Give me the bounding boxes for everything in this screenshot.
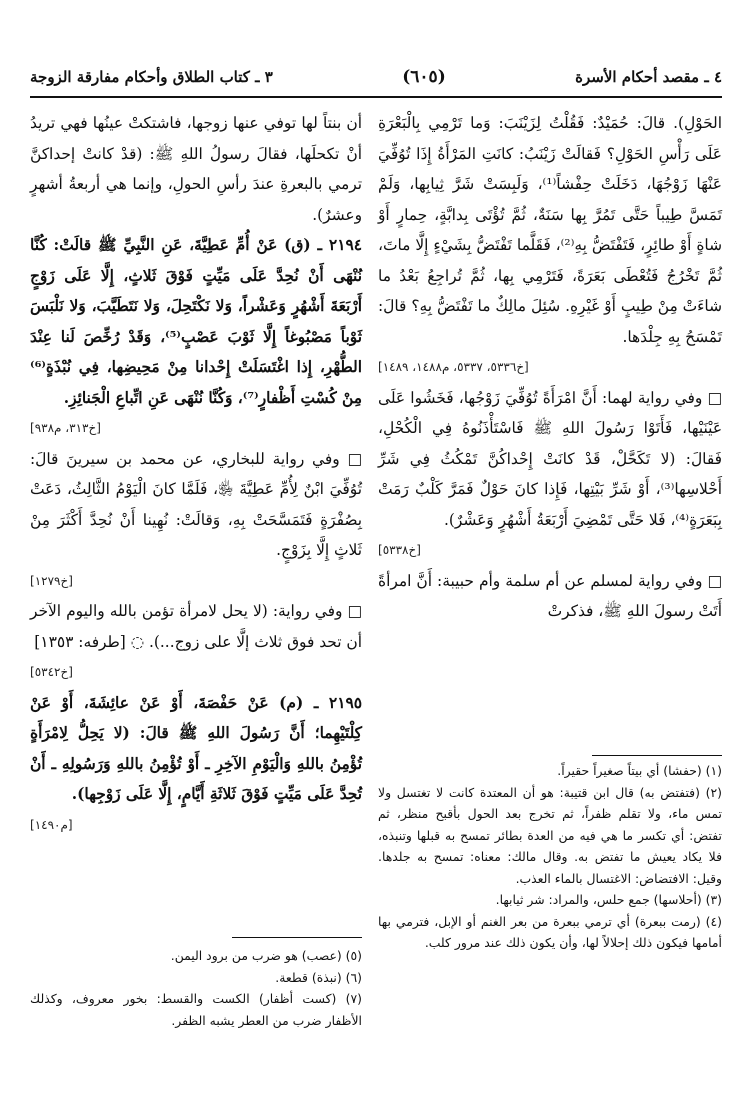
footnotes-right: [378, 760, 722, 954]
footnote-7: (٧) (كست أظفار) الكست والقسط: بخور معروف، وكذلك الأظفار ضرب من العطر يشبه الظفر.: [30, 991, 362, 1028]
footnote-4: (٤) (رمت ببعرة) أي ترمي ببعرة من بعر الغنم أو الإبل، فترمي بها أمامها فيكون ذلك إحلالاً لها، وأن يكون ذلك عند مرور كلب.: [378, 913, 722, 950]
hadith-text: الحَوْلِ). قالَ: حُمَيْدٌ: فَقُلْتُ لِزَيْنَبَ: وَما تَرْمِي بِالْبَعْرَةِ عَلَى رَأْسِ الحَوْلِ؟ فَقالَتْ زَيْنَبُ: كانَتِ المَرْأَةُ إِذَا تُوُفِّيَ عَنْهَا زَوْجُهَا، دَخَلَتْ حِفْشاً⁽¹⁾، وَلَبِسَتْ شَرَّ ثِيابِها، وَلَمْ تَمَسَّ طِيباً حَتَّى تَمُرَّ بِها سَنَةٌ، ثُمَّ تُؤْتَى بِدابَّةٍ، حِمارٍ أَوْ شاةٍ أَوْ طائِرٍ، فَتَفْتَضُّ بِهِ⁽²⁾، فَقَلَّما تَفْتَضُّ بِشَيْءٍ إِلَّا ماتَ، ثُمَّ تَخْرُجُ فَتُعْطَى بَعَرَةً، فَتَرْمِي بِها، ثُمَّ تُراجِعُ بَعْدُ ما شاءَتْ مِنْ طِيبٍ أَوْ غَيْرِهِ. سُئِلَ مالِكٌ ما تَفْتَضُّ بِهِ؟ قالَ: تَمْسَحُ بِهِ جِلْدَها.: [378, 114, 723, 346]
hadith-reference: [خ١٢٧٩]: [30, 573, 73, 588]
hadith-reference: [خ٥٣٤٢]: [30, 665, 73, 679]
right-column: [378, 108, 722, 627]
hadith-reference: [خ٥٣٣٦، ٥٣٣٧، م١٤٨٨، ١٤٨٩]: [378, 360, 529, 374]
header-rule: [30, 96, 722, 98]
footnotes-left: [30, 945, 362, 1031]
narration-text: □ وفي رواية لهما: أَنَّ امْرَأَةً تُوُفِّيَ زَوْجُها، فَخَشُوا عَلَى عَيْنَيْها، فَأَتَوْا رَسُولَ اللهِ ﷺ فَاسْتَأْذَنُوهُ فِي الْكُحْلِ، فَقالَ: (لا تَكَحَّلْ، قَدْ كانَتْ إِحْداكُنَّ تَمْكُثُ فِي شَرِّ أَحْلاسِها⁽³⁾، أَوْ شَرِّ بَيْتِها، فَإِذا كانَ حَوْلٌ فَمَرَّ كَلْبٌ رَمَتْ بِبَعَرَةٍ⁽⁴⁾، فَلا حَتَّى تَمْضِيَ أَرْبَعَةُ أَشْهُرٍ وَعَشْرٌ).: [378, 388, 722, 529]
footnote-3: (٣) (أحلاسها) جمع حلس، والمراد: شر ثيابها.: [495, 892, 722, 907]
hadith-reference: [خ٥٣٣٨]: [378, 543, 421, 557]
footnote-2: (٢) (فتفتض به) قال ابن قتيبة: هو أن المعتدة كانت لا تغتسل ولا تمس ماء، ولا تقلم ظفراً، ثم تخرج بعد الحول بأقبح منظر، ثم تفتض: أي تكسر ما هي فيه من العدة بطائر تمسح به قبلها وتنبذه، فلا يكاد يعيش ما تفتض به. وقال مالك: معناه: تمسح به جلدها. وقيل: الافتضاض: الاغتسال بالماء العذب.: [378, 784, 722, 886]
narration-text: أن بنتاً لها توفي عنها زوجها، فاشتكتْ عينُها فهي تريدُ أنْ تكحلَها، فقالَ رسولُ اللهِ ﷺ: (قدْ كانتْ إحداكنَّ ترمي بالبعرةِ عندَ رأسِ الحولِ، وإنما هي أربعةُ أشهرٍ وعشرٌ).: [30, 114, 362, 224]
page-header: [30, 62, 722, 92]
footnote-5: (٥) (عصب) هو ضرب من برود اليمن.: [170, 948, 362, 963]
footnote-separator: [232, 937, 362, 938]
footnote-separator: [592, 755, 722, 756]
footnote-1: (١) (حفشا) أي بيتاً صغيراً حقيراً.: [557, 763, 722, 778]
hadith-reference: [م١٤٩٠]: [30, 817, 73, 832]
hadith-2195: ٢١٩٥ ـ (م) عَنْ حَفْصَةَ، أَوْ عَنْ عائِشَةَ، أَوْ عَنْ كِلْتَيْهِما؛ أَنَّ رَسُولَ اللهِ ﷺ قالَ: (لا يَحِلُّ لِامْرَأَةٍ تُؤْمِنُ باللهِ وَالْيَوْمِ الآخِرِ ـ أَوْ تُؤْمِنُ باللهِ وَرَسُولِهِ ـ أَنْ تُحِدَّ عَلَى مَيِّتٍ فَوْقَ ثَلاثَةِ أَيَّامٍ، إِلَّا عَلَى زَوْجِها).: [30, 693, 362, 803]
narration-text: □ وفي رواية: (لا يحل لامرأة تؤمن بالله واليوم الآخر أن تحد فوق ثلاث إلَّا على زوج...). ◌ [طرفه: ١٣٥٣]: [30, 602, 362, 651]
narration-text: □ وفي رواية للبخاري، عن محمد بن سيرينَ قالَ: تُوُفِّيَ ابْنٌ لِأُمِّ عَطِيَّةَ ﵂، فَلَمَّا كانَ الْيَوْمُ الثَّالِثُ، دَعَتْ بِصُفْرَةٍ فَتَمَسَّحَتْ بِهِ، وَقالَتْ: نُهِينا أَنْ نُحِدَّ أَكْثَرَ مِنْ ثَلاثٍ إِلَّا بِزَوْجٍ.: [30, 449, 362, 559]
hadith-2194: ٢١٩٤ ـ (ق) عَنْ أُمِّ عَطِيَّةَ، عَنِ النَّبِيِّ ﷺ قالَتْ: كُنَّا نُنْهَى أَنْ نُحِدَّ عَلَى مَيِّتٍ فَوْقَ ثَلاثٍ، إِلَّا عَلَى زَوْجٍ أَرْبَعَةَ أَشْهُرٍ وَعَشْراً، وَلا نَكْتَحِلَ، وَلا نَتَطَيَّبَ، وَلا نَلْبَسَ ثَوْباً مَصْبُوغاً إِلَّا ثَوْبَ عَصْبٍ⁽⁵⁾، وَقَدْ رُخِّصَ لَنا عِنْدَ الطُّهْرِ، إِذا اغْتَسَلَتْ إِحْدانا مِنْ مَحِيضِها، فِي نُبْذَةٍ⁽⁶⁾ مِنْ كُسْتِ أَظْفارٍ⁽⁷⁾، وَكُنَّا نُنْهَى عَنِ اتِّباعِ الْجَنائِزِ.: [30, 236, 362, 407]
page-number: (٦٠٥): [402, 67, 446, 87]
left-column: [30, 108, 362, 840]
footnote-6: (٦) (نبذة) قطعة.: [275, 969, 362, 985]
hadith-reference: [خ٣١٣، م٩٣٨]: [30, 421, 101, 435]
header-right-title: ٤ ـ مقصد أحكام الأسرة: [575, 68, 722, 86]
header-left-title: ٣ ـ كتاب الطلاق وأحكام مفارقة الزوجة: [30, 68, 273, 86]
narration-text: □ وفي رواية لمسلم عن أم سلمة وأم حبيبة: أَنَّ امرأةً أَتَتْ رسولَ اللهِ ﷺ، فذكرتْ: [378, 571, 722, 620]
